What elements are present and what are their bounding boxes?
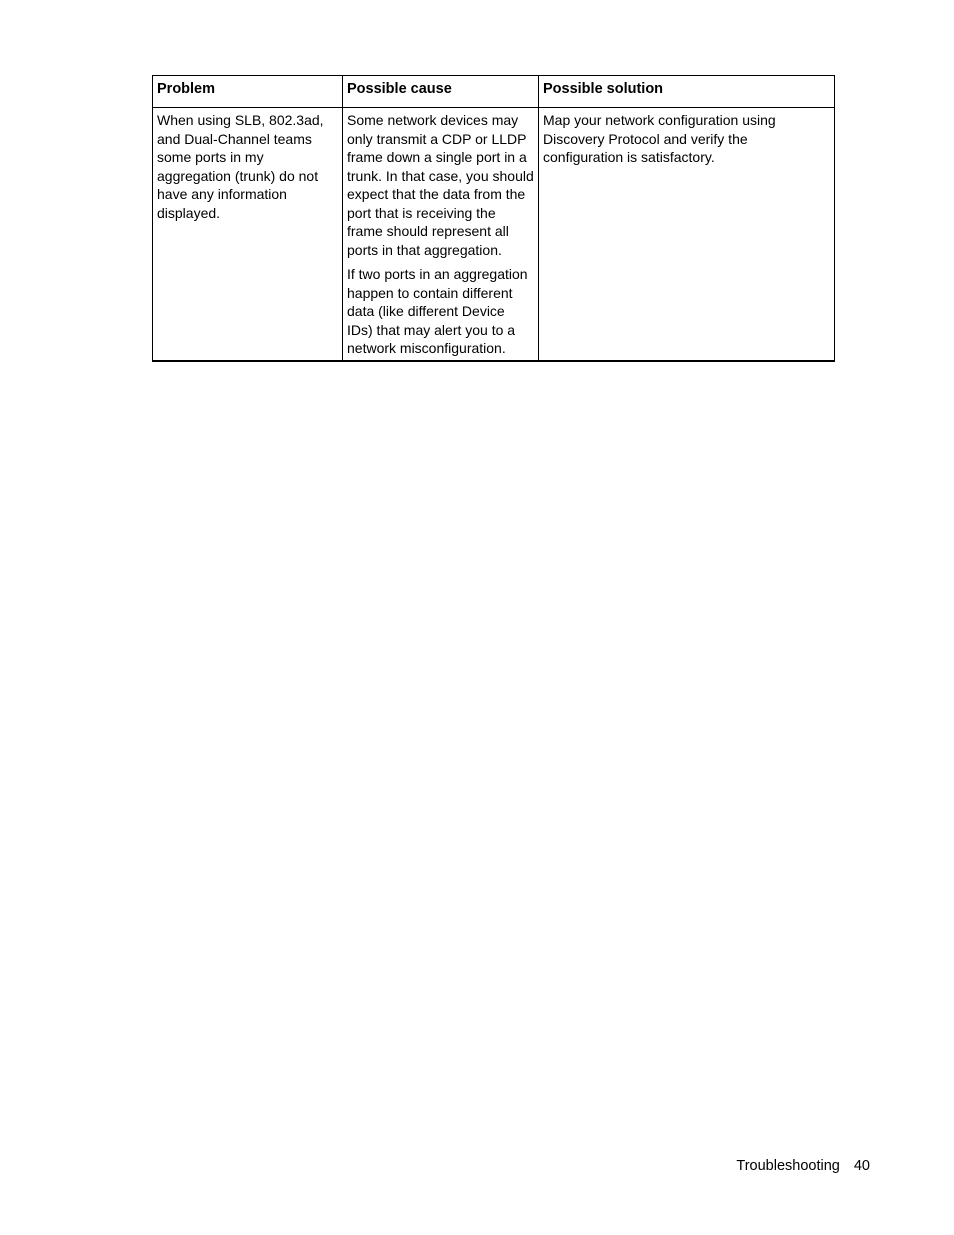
cause-cell: [343, 108, 539, 361]
cause-paragraph: Some network devices may only transmit a CDP or LLDP frame down a single port in a trunk. In that case, you should expect that the data from the port that is receiving the frame should represent all ports in that aggregation.: [347, 112, 534, 258]
solution-text: Map your network configuration using Discovery Protocol and verify the configuration is satisfactory.: [543, 112, 776, 165]
table-row: [153, 108, 835, 361]
cause-paragraph: If two ports in an aggregation happen to contain different data (like different Device IDs) that may alert you to a network misconfiguration.: [347, 266, 528, 356]
page-number: 40: [853, 1158, 870, 1174]
troubleshooting-table: [152, 75, 835, 362]
problem-cell: [153, 108, 343, 361]
problem-text: When using SLB, 802.3ad, and Dual-Channel teams some ports in my aggregation (trunk) do not have any information displayed.: [157, 112, 324, 221]
solution-cell: [539, 108, 835, 361]
header-possible-solution: Possible solution: [539, 76, 835, 108]
header-possible-cause: Possible cause: [343, 76, 539, 108]
page-footer: [736, 1158, 870, 1174]
header-problem: Problem: [153, 76, 343, 108]
footer-section-title: Troubleshooting: [736, 1158, 840, 1174]
table-header-row: [153, 76, 835, 108]
